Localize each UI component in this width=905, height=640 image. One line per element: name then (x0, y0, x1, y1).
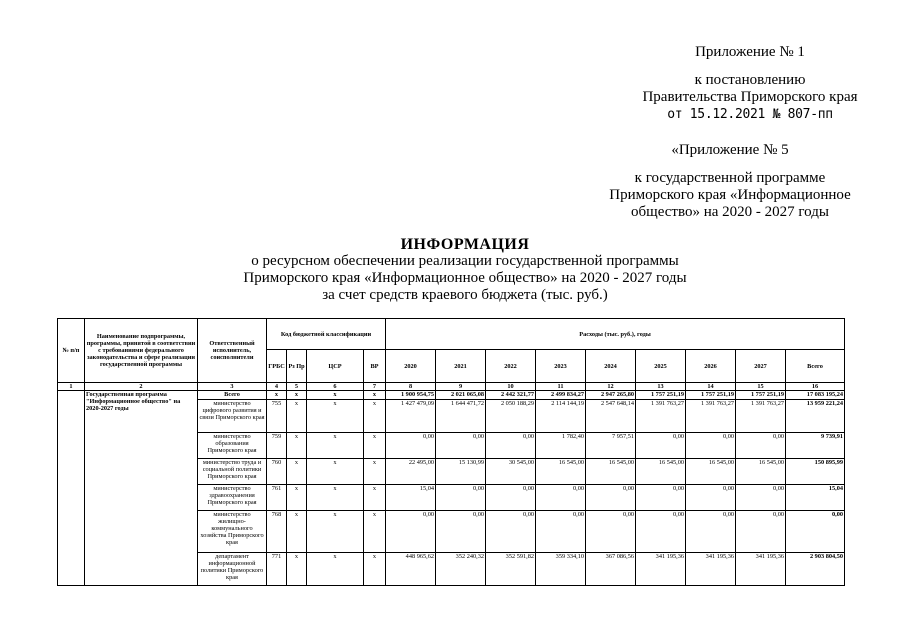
col-number: 6 (307, 383, 364, 391)
responsible-executor: министерство цифрового развития и связи Приморского края (198, 400, 267, 433)
year-value: 0,00 (686, 511, 736, 553)
row-number-cell (58, 391, 85, 586)
appendix-header (600, 44, 900, 123)
row-total: 9 739,91 (786, 433, 845, 459)
header-2027: 2027 (736, 350, 786, 383)
year-value: 2 947 265,80 (586, 391, 636, 400)
title-line2: Приморского края «Информационное общество» на 2020 - 2027 годы (243, 270, 687, 286)
year-value: 0,00 (536, 485, 586, 511)
responsible-executor: министерство жилищно-коммунального хозяйства Приморского края (198, 511, 267, 553)
col-number: 4 (267, 383, 287, 391)
rzpr-code: х (287, 400, 307, 433)
row-total: 150 895,99 (786, 459, 845, 485)
year-value: 30 545,00 (486, 459, 536, 485)
year-value: 0,00 (386, 511, 436, 553)
year-value: 16 545,00 (586, 459, 636, 485)
csr-code: х (307, 459, 364, 485)
year-value: 0,00 (686, 485, 736, 511)
year-value: 16 545,00 (686, 459, 736, 485)
year-value: 22 495,00 (386, 459, 436, 485)
year-value: 367 086,56 (586, 553, 636, 586)
year-value: 1 757 251,19 (736, 391, 786, 400)
appendix-label: Приложение № 1 (695, 44, 805, 60)
year-value: 1 757 251,19 (636, 391, 686, 400)
year-value: 448 965,62 (386, 553, 436, 586)
vr-code: х (364, 391, 386, 400)
year-value: 352 591,82 (486, 553, 536, 586)
column-number-row (58, 383, 845, 391)
year-value: 1 782,40 (536, 433, 586, 459)
rzpr-code: х (287, 553, 307, 586)
title-line1: о ресурсном обеспечении реализации государственной программы (251, 253, 679, 269)
csr-code: х (307, 485, 364, 511)
year-value: 0,00 (386, 433, 436, 459)
year-value: 1 391 763,27 (636, 400, 686, 433)
year-value: 2 050 188,29 (486, 400, 536, 433)
year-value: 0,00 (536, 511, 586, 553)
year-value: 7 957,51 (586, 433, 636, 459)
row-total: 0,00 (786, 511, 845, 553)
year-value: 1 427 479,09 (386, 400, 436, 433)
header-2022: 2022 (486, 350, 536, 383)
year-value: 0,00 (736, 485, 786, 511)
rzpr-code: х (287, 485, 307, 511)
year-value: 2 547 648,14 (586, 400, 636, 433)
title-line3: за счет средств краевого бюджета (тыс. руб.) (322, 287, 608, 303)
year-value: 341 195,36 (686, 553, 736, 586)
csr-code: х (307, 553, 364, 586)
row-total: 13 959 221,24 (786, 400, 845, 433)
header-2026: 2026 (686, 350, 736, 383)
col-number: 1 (58, 383, 85, 391)
header-name: Наименование подпрограммы, программы, принятой в соответствии с требованиями федерального законодательства и сфере реализации государственной программы (85, 319, 198, 383)
year-value: 0,00 (636, 485, 686, 511)
grbs-code: 768 (267, 511, 287, 553)
header-num: № п/п (58, 319, 85, 383)
order-number: от 15.12.2021 № 807-пп (667, 107, 833, 122)
year-value: 359 334,10 (536, 553, 586, 586)
csr-code: х (307, 433, 364, 459)
header-2023: 2023 (536, 350, 586, 383)
grbs-code: 761 (267, 485, 287, 511)
col-number: 3 (198, 383, 267, 391)
rzpr-code: х (287, 433, 307, 459)
table-row (58, 391, 845, 400)
year-value: 0,00 (736, 433, 786, 459)
year-value: 2 114 144,19 (536, 400, 586, 433)
header-rzpr: Рз Пр (287, 350, 307, 383)
csr-code: х (307, 400, 364, 433)
program-line2: общество» на 2020 - 2027 годы (631, 204, 829, 220)
year-value: 1 391 763,27 (736, 400, 786, 433)
year-value: 0,00 (436, 485, 486, 511)
col-number: 5 (287, 383, 307, 391)
vr-code: х (364, 400, 386, 433)
year-value: 352 240,32 (436, 553, 486, 586)
year-value: 0,00 (486, 433, 536, 459)
year-value: 2 442 321,77 (486, 391, 536, 400)
year-value: 16 545,00 (636, 459, 686, 485)
title-main: ИНФОРМАЦИЯ (400, 236, 530, 253)
header-grbs: ГРБС (267, 350, 287, 383)
year-value: 1 644 471,72 (436, 400, 486, 433)
col-number: 12 (586, 383, 636, 391)
header-total: Всего (786, 350, 845, 383)
year-value: 0,00 (636, 433, 686, 459)
rzpr-code: х (287, 391, 307, 400)
col-number: 2 (85, 383, 198, 391)
year-value: 15,04 (386, 485, 436, 511)
year-value: 341 195,36 (636, 553, 686, 586)
budget-table (57, 318, 845, 586)
year-value: 2 499 834,27 (536, 391, 586, 400)
year-value: 0,00 (736, 511, 786, 553)
year-value: 0,00 (586, 511, 636, 553)
year-value: 0,00 (486, 485, 536, 511)
year-value: 1 391 763,27 (686, 400, 736, 433)
rzpr-code: х (287, 459, 307, 485)
header-kbk: Код бюджетной классификации (267, 319, 386, 350)
year-value: 1 757 251,19 (686, 391, 736, 400)
year-value: 1 900 954,75 (386, 391, 436, 400)
document-title (180, 236, 750, 304)
grbs-code: 755 (267, 400, 287, 433)
responsible-executor: министерство здравоохранения Приморского края (198, 485, 267, 511)
csr-code: х (307, 511, 364, 553)
col-number: 7 (364, 383, 386, 391)
vr-code: х (364, 553, 386, 586)
csr-code: х (307, 391, 364, 400)
responsible-executor: министерство труда и социальной политики Приморского края (198, 459, 267, 485)
year-value: 15 130,99 (436, 459, 486, 485)
vr-code: х (364, 511, 386, 553)
header-expenses: Расходы (тыс. руб.), годы (386, 319, 845, 350)
to-resolution-label: к постановлению (694, 72, 806, 88)
year-value: 0,00 (436, 511, 486, 553)
year-value: 0,00 (436, 433, 486, 459)
to-program-label: к государственной программе (634, 170, 826, 186)
year-value: 0,00 (686, 433, 736, 459)
year-value: 0,00 (636, 511, 686, 553)
col-number: 15 (736, 383, 786, 391)
header-resp: Ответственный исполнитель, соисполнители (198, 319, 267, 383)
row-total: 15,04 (786, 485, 845, 511)
rzpr-code: х (287, 511, 307, 553)
year-value: 0,00 (486, 511, 536, 553)
year-value: 16 545,00 (736, 459, 786, 485)
year-value: 341 195,36 (736, 553, 786, 586)
year-value: 0,00 (586, 485, 636, 511)
row-total: 2 903 804,50 (786, 553, 845, 586)
grbs-code: 759 (267, 433, 287, 459)
vr-code: х (364, 433, 386, 459)
col-number: 16 (786, 383, 845, 391)
year-value: 2 021 065,08 (436, 391, 486, 400)
col-number: 8 (386, 383, 436, 391)
header-csr: ЦСР (307, 350, 364, 383)
col-number: 9 (436, 383, 486, 391)
grbs-code: х (267, 391, 287, 400)
header-2021: 2021 (436, 350, 486, 383)
col-number: 13 (636, 383, 686, 391)
vr-code: х (364, 485, 386, 511)
grbs-code: 771 (267, 553, 287, 586)
grbs-code: 760 (267, 459, 287, 485)
responsible-executor: министерство образования Приморского края (198, 433, 267, 459)
program-line1: Приморского края «Информационное (609, 187, 851, 203)
col-number: 10 (486, 383, 536, 391)
government-label: Правительства Приморского края (642, 89, 858, 105)
col-number: 11 (536, 383, 586, 391)
responsible-executor: Всего (198, 391, 267, 400)
header-2020: 2020 (386, 350, 436, 383)
appendix5-label: «Приложение № 5 (671, 142, 789, 158)
row-total: 17 083 195,24 (786, 391, 845, 400)
appendix5-header (560, 142, 900, 221)
program-name: Государственная программа "Информационное общество" на 2020-2027 годы (85, 391, 198, 586)
responsible-executor: департамент информационной политики Приморского края (198, 553, 267, 586)
year-value: 16 545,00 (536, 459, 586, 485)
header-2025: 2025 (636, 350, 686, 383)
header-2024: 2024 (586, 350, 636, 383)
vr-code: х (364, 459, 386, 485)
header-vr: ВР (364, 350, 386, 383)
col-number: 14 (686, 383, 736, 391)
